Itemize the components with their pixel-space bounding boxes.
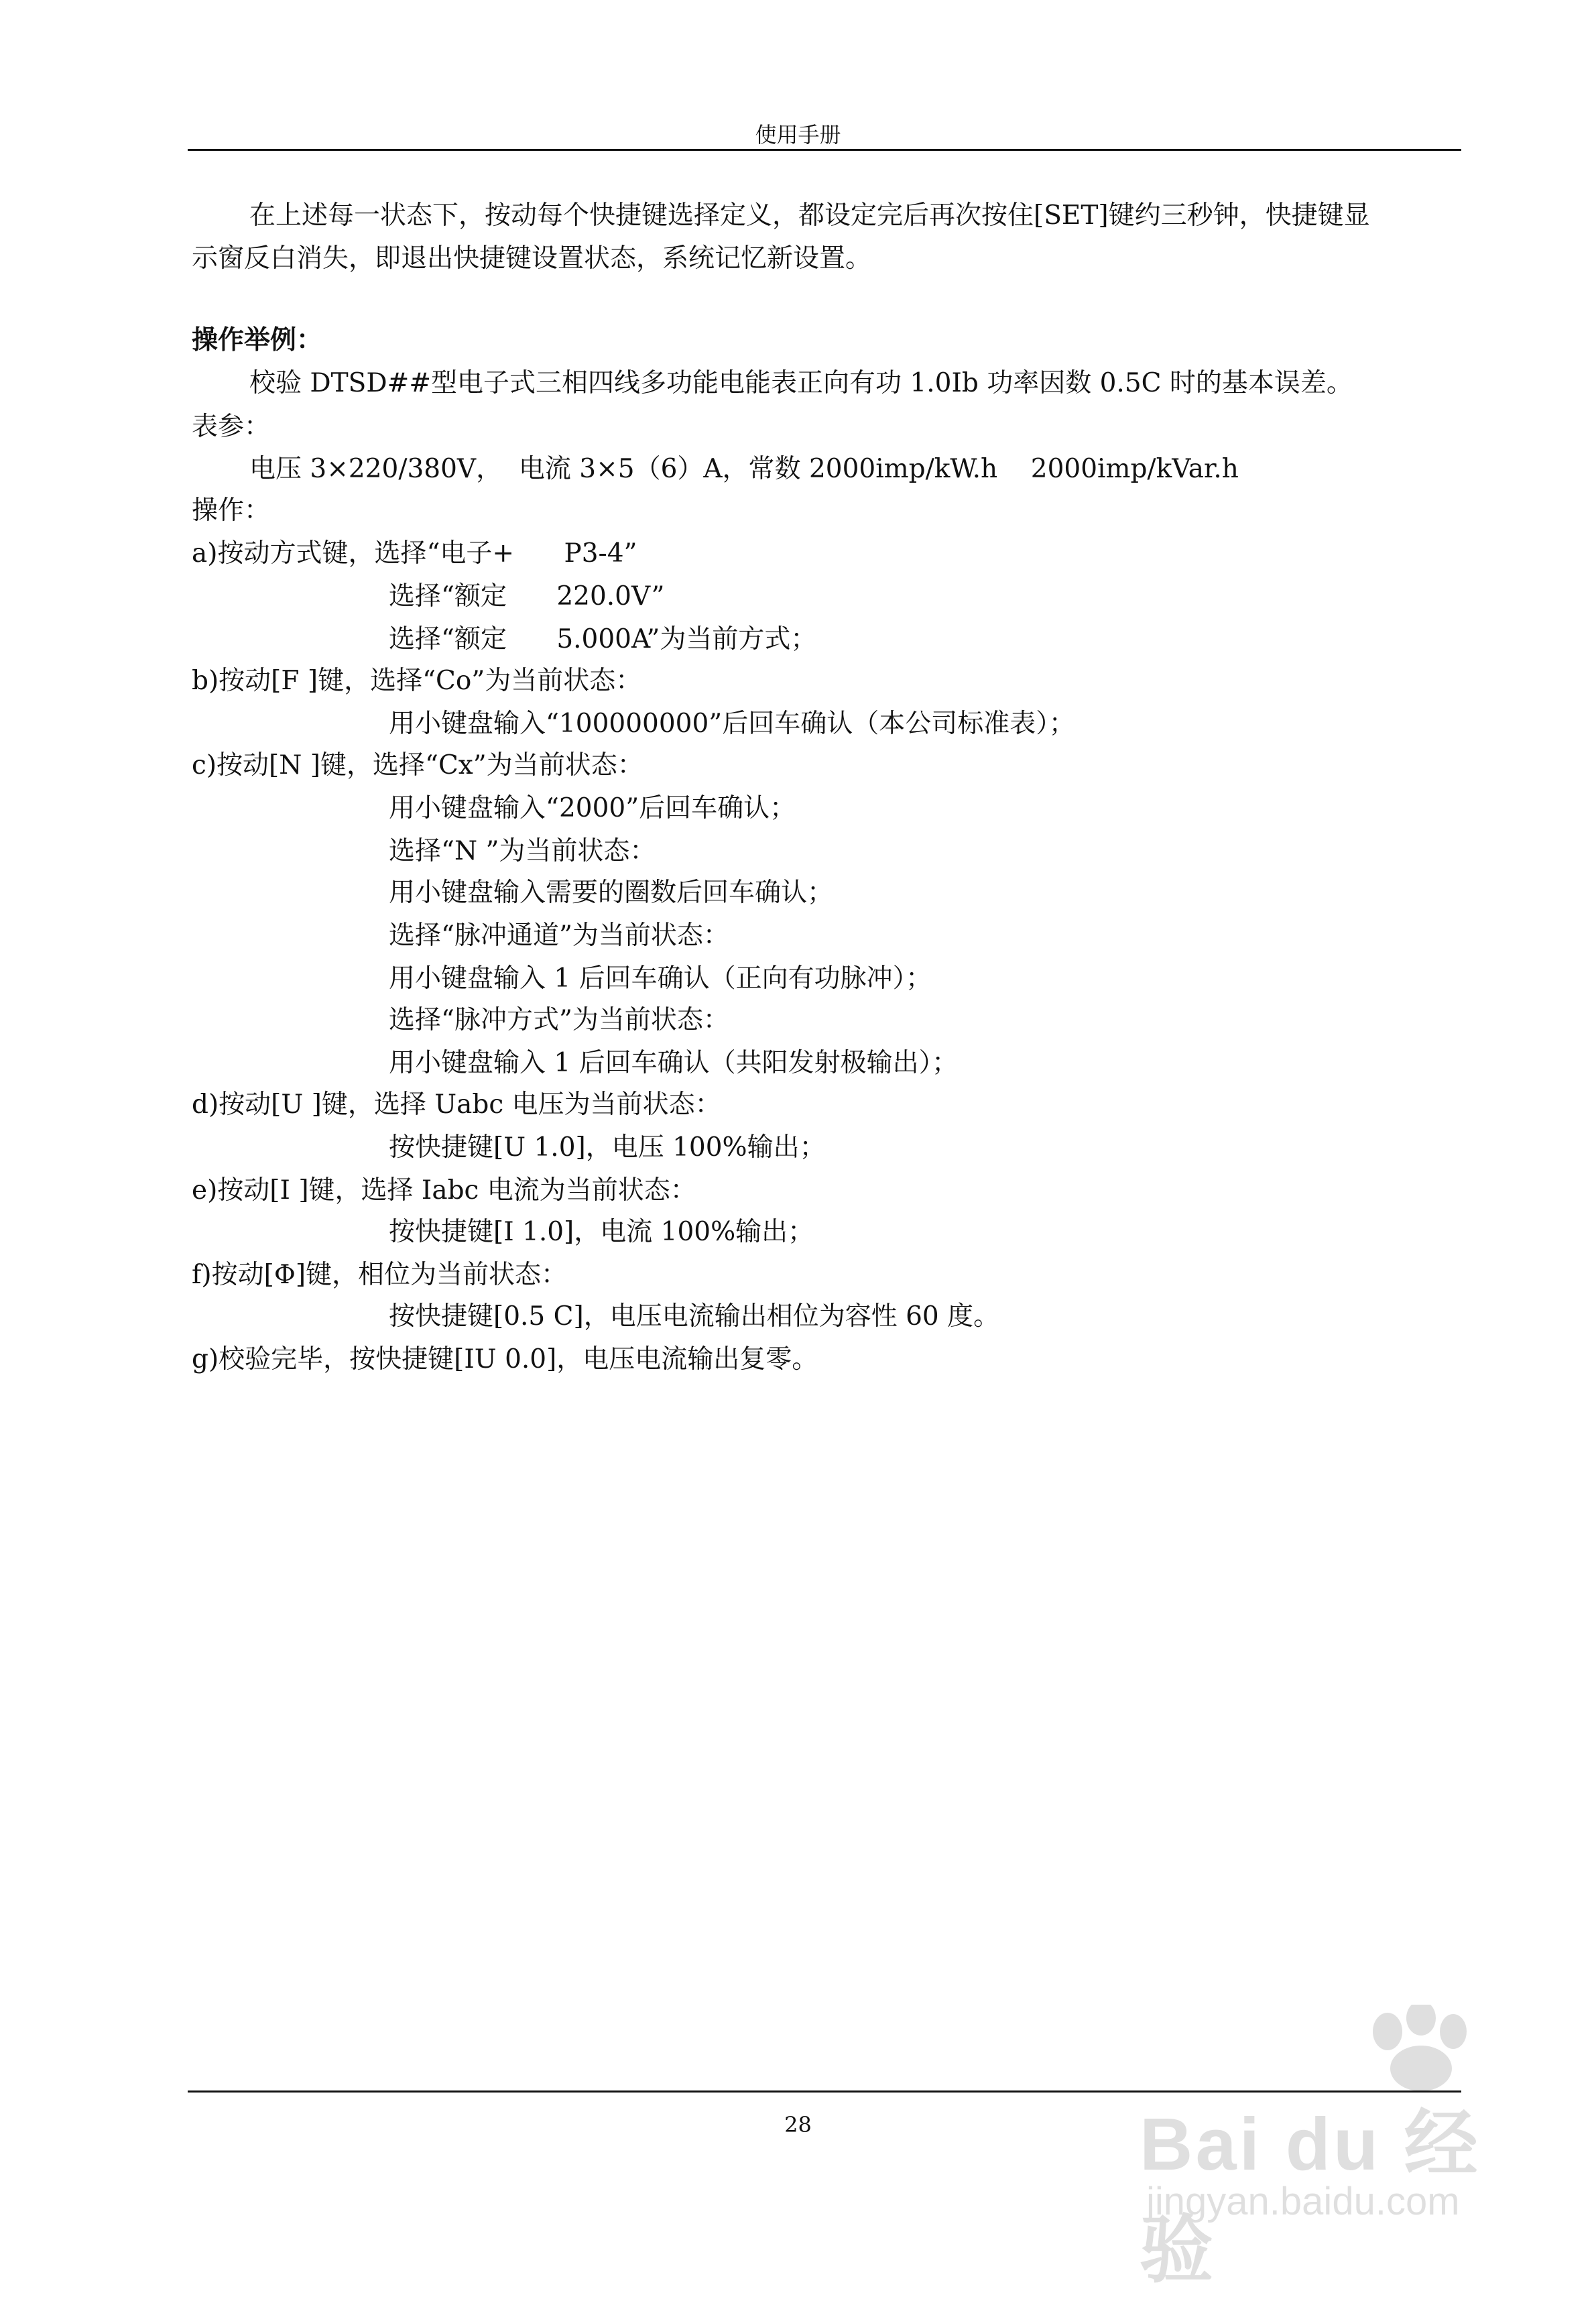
operations-label: 操作： (192, 495, 271, 526)
step-b-sub-1: 用小键盘输入“100000000”后回车确认（本公司标准表）； (389, 709, 1075, 739)
step-c-sub-7: 用小键盘输入 1 后回车确认（共阳发射极输出）； (389, 1048, 959, 1078)
paw-icon (1347, 2005, 1481, 2092)
step-c-sub-3: 用小键盘输入需要的圈数后回车确认； (389, 878, 834, 908)
step-f: f)按动[Φ]键，相位为当前状态： (192, 1260, 568, 1290)
step-c: c)按动[N ]键，选择“Cx”为当前状态： (192, 750, 643, 780)
step-g: g)校验完毕，按快捷键[IU 0.0]，电压电流输出复零。 (192, 1344, 818, 1374)
step-c-sub-5: 用小键盘输入 1 后回车确认（正向有功脉冲）； (389, 963, 932, 994)
step-a-sub-1: 选择“额定 220.0V” (389, 581, 665, 611)
params-line: 电压 3×220/380V， 电流 3×5（6）A，常数 2000imp/kW.h 2000imp/kVar.h (249, 454, 1239, 484)
watermark-brand: Bai du 经验 (1140, 2103, 1481, 2292)
baidu-watermark (1126, 2005, 1528, 2292)
step-b: b)按动[F ]键，选择“Co”为当前状态： (192, 666, 642, 696)
step-d: d)按动[U ]键，选择 Uabc 电压为当前状态： (192, 1089, 721, 1120)
step-c-sub-2: 选择“N ”为当前状态： (389, 836, 656, 866)
step-d-sub-1: 按快捷键[U 1.0]，电压 100%输出； (389, 1132, 826, 1163)
params-label: 表参： (192, 412, 271, 442)
step-a-sub-2: 选择“额定 5.000A”为当前方式； (389, 624, 817, 654)
watermark-url: jingyan.baidu.com (1146, 2180, 1460, 2223)
example-description: 校验 DTSD##型电子式三相四线多功能电能表正向有功 1.0Ib 功率因数 0.5C 时的基本误差。 (249, 368, 1353, 398)
step-a: a)按动方式键，选择“电子+ P3-4” (192, 538, 637, 569)
page-header-title: 使用手册 (755, 122, 841, 148)
intro-paragraph-line-1: 在上述每一状态下，按动每个快捷键选择定义，都设定完后再次按住[SET]键约三秒钟，快捷键显 (249, 200, 1370, 231)
intro-paragraph-line-2: 示窗反白消失，即退出快捷键设置状态，系统记忆新设置。 (192, 243, 872, 274)
step-c-sub-1: 用小键盘输入“2000”后回车确认； (389, 793, 796, 823)
step-c-sub-6: 选择“脉冲方式”为当前状态： (389, 1005, 729, 1035)
step-f-sub-1: 按快捷键[0.5 C]，电压电流输出相位为容性 60 度。 (389, 1301, 1000, 1332)
step-e: e)按动[I ]键，选择 Iabc 电流为当前状态： (192, 1175, 696, 1205)
example-heading: 操作举例： (192, 325, 323, 355)
page-number: 28 (784, 2112, 812, 2137)
header-rule (188, 149, 1461, 151)
step-c-sub-4: 选择“脉冲通道”为当前状态： (389, 921, 729, 951)
step-e-sub-1: 按快捷键[I 1.0]，电流 100%输出； (389, 1217, 814, 1247)
